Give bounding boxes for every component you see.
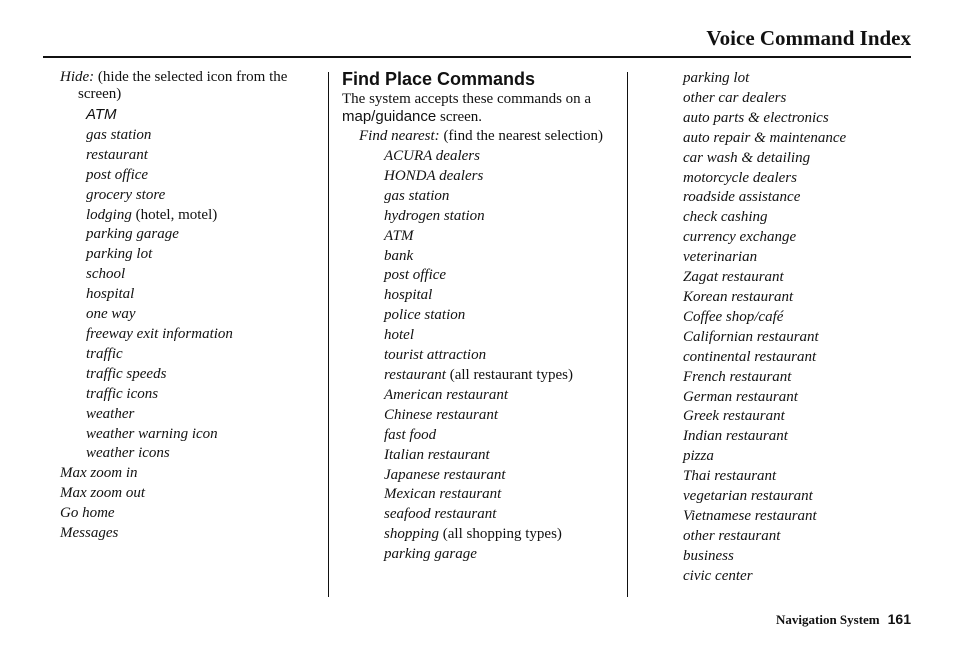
command-text: roadside assistance [683,189,801,206]
command-text: hotel [384,327,414,344]
command-text: American restaurant [384,386,509,403]
footer-label: Navigation System [776,612,880,627]
command-text: ATM [384,227,414,244]
command-note: (all restaurant types) [449,366,573,383]
command-text: Vietnamese restaurant [683,507,817,524]
list-item [683,328,913,348]
command-text: Max zoom in [60,465,138,482]
command-text: gas station [384,187,450,204]
command-text: Greek restaurant [683,408,785,425]
list-item [342,525,618,545]
list-item [342,485,618,505]
column-2 [342,69,618,565]
list-item [683,288,913,308]
command-text: weather warning icon [86,425,218,442]
list-item [683,248,913,268]
command-text: French restaurant [683,368,792,385]
command-text: gas station [86,126,152,143]
command-text: ACURA dealers [384,148,480,164]
command-text: parking garage [384,546,477,563]
list-item [342,247,618,267]
command-text: post office [384,267,447,284]
column-1 [60,69,322,544]
command-text: vegetarian restaurant [683,488,813,505]
list-item [683,527,913,547]
list-item [342,167,618,187]
intro-text-before: The system accepts these commands on a [342,91,592,107]
title-rule [43,56,911,58]
list-item [683,427,913,447]
list-item [683,507,913,527]
list-item [60,305,322,325]
list-item [683,487,913,507]
command-text: Korean restaurant [683,288,794,305]
list-item [342,147,618,167]
list-item [60,365,322,385]
find-nearest-items-list [342,147,618,565]
list-item [60,504,322,524]
section-intro [342,91,618,126]
command-text: parking lot [683,70,750,86]
list-item [342,346,618,366]
command-text: hospital [384,287,433,304]
command-text: bank [384,247,414,264]
list-item [60,146,322,166]
continued-items-list [683,69,913,587]
list-item [60,186,322,206]
list-item [683,169,913,189]
page-title: Voice Command Index [706,26,911,50]
intro-screen-name: map/guidance [342,108,437,125]
list-item [60,105,322,126]
list-item [683,89,913,109]
command-text: Thai restaurant [683,468,777,485]
command-text: ATM [86,106,117,123]
list-item [60,345,322,365]
list-item [342,306,618,326]
command-text: lodging [86,206,132,223]
command-text: car wash & detailing [683,149,811,166]
command-text: check cashing [683,209,768,226]
column-divider-1 [328,72,329,597]
find-nearest-desc: (find the nearest selection) [443,128,603,144]
command-text: parking garage [86,226,179,243]
list-item [342,207,618,227]
page-footer [776,611,911,628]
command-text: hospital [86,286,135,303]
list-item [60,524,322,544]
command-text: weather icons [86,445,170,462]
command-text: one way [86,306,136,323]
list-item [60,425,322,445]
list-item [60,444,322,464]
list-item [60,385,322,405]
list-item [60,225,322,245]
list-item [342,466,618,486]
list-item [683,388,913,408]
command-text: school [86,266,126,283]
command-text: Max zoom out [60,485,145,502]
list-item [60,325,322,345]
command-text: post office [86,166,149,183]
command-text: other car dealers [683,89,787,106]
section-heading: Find Place Commands [342,69,536,89]
list-item [60,166,322,186]
command-text: civic center [683,567,753,584]
find-nearest-label: Find nearest: [359,128,440,144]
list-item [60,245,322,265]
hide-command [60,69,322,103]
list-item [683,268,913,288]
list-item [683,129,913,149]
command-text: seafood restaurant [384,506,497,523]
command-text: Chinese restaurant [384,406,499,423]
list-item [60,265,322,285]
list-item [342,326,618,346]
list-item [60,405,322,425]
list-item [60,285,322,305]
page-number: 161 [887,611,911,627]
hide-command-label: Hide: [60,69,95,85]
list-item [342,426,618,446]
command-text: auto parts & electronics [683,109,829,126]
command-text: parking lot [86,246,153,263]
list-item [683,69,913,89]
list-item [342,386,618,406]
top-commands-list [60,464,322,544]
list-item [342,187,618,207]
command-text: grocery store [86,186,166,203]
list-item [342,446,618,466]
command-text: restaurant [384,366,446,383]
command-text: Coffee shop/café [683,308,784,325]
command-text: shopping [384,526,440,543]
command-text: Californian restaurant [683,328,819,345]
list-item [342,505,618,525]
list-item [683,308,913,328]
command-text: traffic speeds [86,365,167,382]
command-text: business [683,547,734,564]
list-item [342,545,618,565]
list-item [60,206,322,226]
list-item [342,366,618,386]
command-text: police station [384,307,466,324]
command-text: Japanese restaurant [384,466,506,483]
command-text: auto repair & maintenance [683,129,847,146]
column-3 [683,69,913,587]
list-item [683,188,913,208]
command-text: HONDA dealers [384,167,484,184]
list-item [342,406,618,426]
list-item [60,484,322,504]
list-item [683,348,913,368]
hide-items-list [60,105,322,464]
command-text: fast food [384,426,437,443]
command-text: restaurant [86,146,148,163]
command-text: Indian restaurant [683,428,788,445]
command-text: freeway exit information [86,325,233,342]
list-item [60,126,322,146]
intro-text-after: screen. [436,109,483,125]
command-text: Italian restaurant [384,446,490,463]
list-item [683,447,913,467]
command-note: (all shopping types) [442,526,562,543]
list-item [683,547,913,567]
list-item [683,567,913,587]
command-text: hydrogen station [384,207,485,224]
command-text: Go home [60,505,115,522]
command-text: continental restaurant [683,348,817,365]
list-item [342,227,618,247]
command-text: currency exchange [683,229,797,246]
list-item [683,228,913,248]
command-text: pizza [683,448,714,465]
command-text: Mexican restaurant [384,486,502,503]
find-nearest-command [359,128,618,145]
command-text: weather [86,405,135,422]
command-text: traffic [86,345,123,362]
list-item [683,407,913,427]
list-item [683,149,913,169]
column-divider-2 [627,72,628,597]
list-item [683,109,913,129]
list-item [60,464,322,484]
command-text: traffic icons [86,385,159,402]
command-text: tourist attraction [384,347,487,364]
command-text: German restaurant [683,388,798,405]
command-text: Messages [60,525,119,542]
hide-command-desc: (hide the selected icon from the screen) [78,69,288,102]
list-item [683,467,913,487]
command-text: Zagat restaurant [683,269,784,286]
list-item [342,286,618,306]
list-item [683,368,913,388]
command-text: veterinarian [683,249,758,266]
list-item [683,208,913,228]
list-item [342,266,618,286]
command-text: other restaurant [683,527,781,544]
command-text: motorcycle dealers [683,169,797,186]
command-note: (hotel, motel) [135,206,218,223]
